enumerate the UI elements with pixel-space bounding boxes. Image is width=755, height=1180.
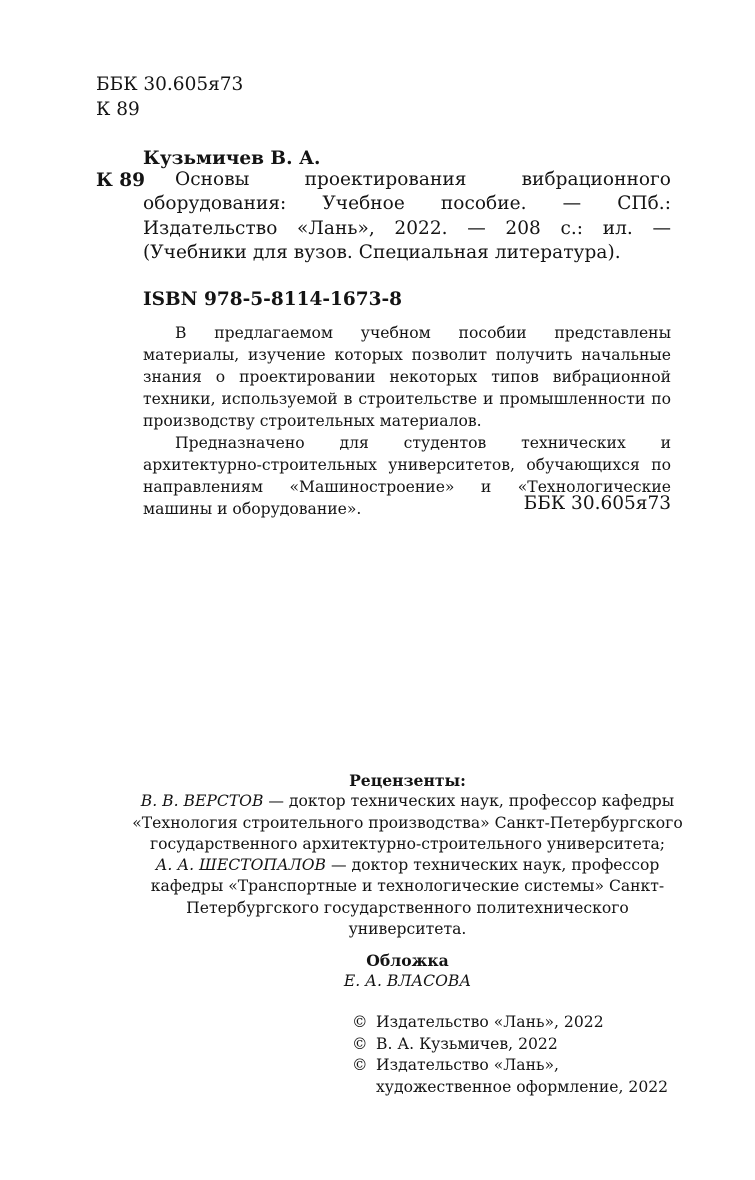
bbk-header bbox=[96, 72, 243, 122]
cover-credit bbox=[130, 950, 685, 992]
reviewer-1-line-1 bbox=[130, 791, 685, 812]
copyright-publisher: Издательство «Лань», 2022 bbox=[376, 1013, 604, 1031]
cover-designer: Е. А. ВЛАСОВА bbox=[343, 972, 472, 990]
reviewer-2-line-3: Петербургского государственного политехнического bbox=[186, 898, 629, 917]
copyright-item bbox=[352, 1034, 682, 1056]
reviewer-2-title: — доктор технических наук, профессор bbox=[326, 856, 660, 875]
author-sign-margin: К 89 bbox=[96, 170, 146, 191]
cover-heading: Обложка bbox=[366, 951, 449, 970]
copyright-author: В. А. Кузьмичев, 2022 bbox=[376, 1034, 558, 1053]
reviewer-1-title: — доктор технических наук, профессор кафедры bbox=[263, 792, 675, 811]
reviewer-2-line-2: кафедры «Транспортные и технологические системы» Санкт- bbox=[150, 877, 665, 896]
reviewer-2-line-1 bbox=[130, 855, 685, 876]
copyright-block bbox=[352, 1012, 682, 1098]
copyright-icon: © bbox=[352, 1034, 368, 1053]
author-sign-top: К 89 bbox=[96, 99, 140, 120]
copyright-item bbox=[352, 1012, 682, 1034]
copyright-design: Издательство «Лань», художественное оформление, 2022 bbox=[376, 1056, 669, 1096]
reviewer-1-line-3: государственного архитектурно-строительного университета; bbox=[149, 834, 666, 853]
bbk-index-bottom: ББК 30.605я73 bbox=[523, 493, 671, 514]
reviewer-2-name: А. А. ШЕСТОПАЛОВ bbox=[155, 856, 327, 875]
reviewers-block bbox=[130, 770, 685, 940]
copyright-icon: © bbox=[352, 1056, 368, 1074]
bibliographic-description: Основы проектирования вибрационного оборудования: Учебное пособие. — СПб.: Издательство «Лань», 2022. — 208 с.: ил. — (Учебники для вузов. Специальная литература). bbox=[143, 169, 671, 263]
isbn: ISBN 978-5-8114-1673-8 bbox=[143, 289, 403, 310]
annotation-paragraph-1: В предлагаемом учебном пособии представлены материалы, изучение которых позволит получить начальные знания о проектировании некоторых типов вибрационной техники, используемой в строительстве и промышленности по производству строительных материалов. bbox=[143, 324, 671, 430]
copyright-icon: © bbox=[352, 1013, 368, 1031]
reviewer-2-line-4: университета. bbox=[348, 920, 467, 939]
bbk-index: ББК 30.605я73 bbox=[96, 74, 244, 95]
reviewer-1-name: В. В. ВЕРСТОВ bbox=[140, 792, 264, 811]
annotation-paragraph-2: Предназначено для студентов технических и архитектурно-строительных университетов, обучающихся по направлениям «Машиностроение» и «Технологические машины и оборудование». bbox=[143, 434, 671, 518]
copyright-item bbox=[352, 1055, 682, 1098]
reviewers-heading: Рецензенты: bbox=[349, 771, 466, 790]
reviewer-1-line-2: «Технология строительного производства» Санкт-Петербургского bbox=[132, 813, 683, 832]
author-name: Кузьмичев В. А. bbox=[143, 148, 321, 169]
